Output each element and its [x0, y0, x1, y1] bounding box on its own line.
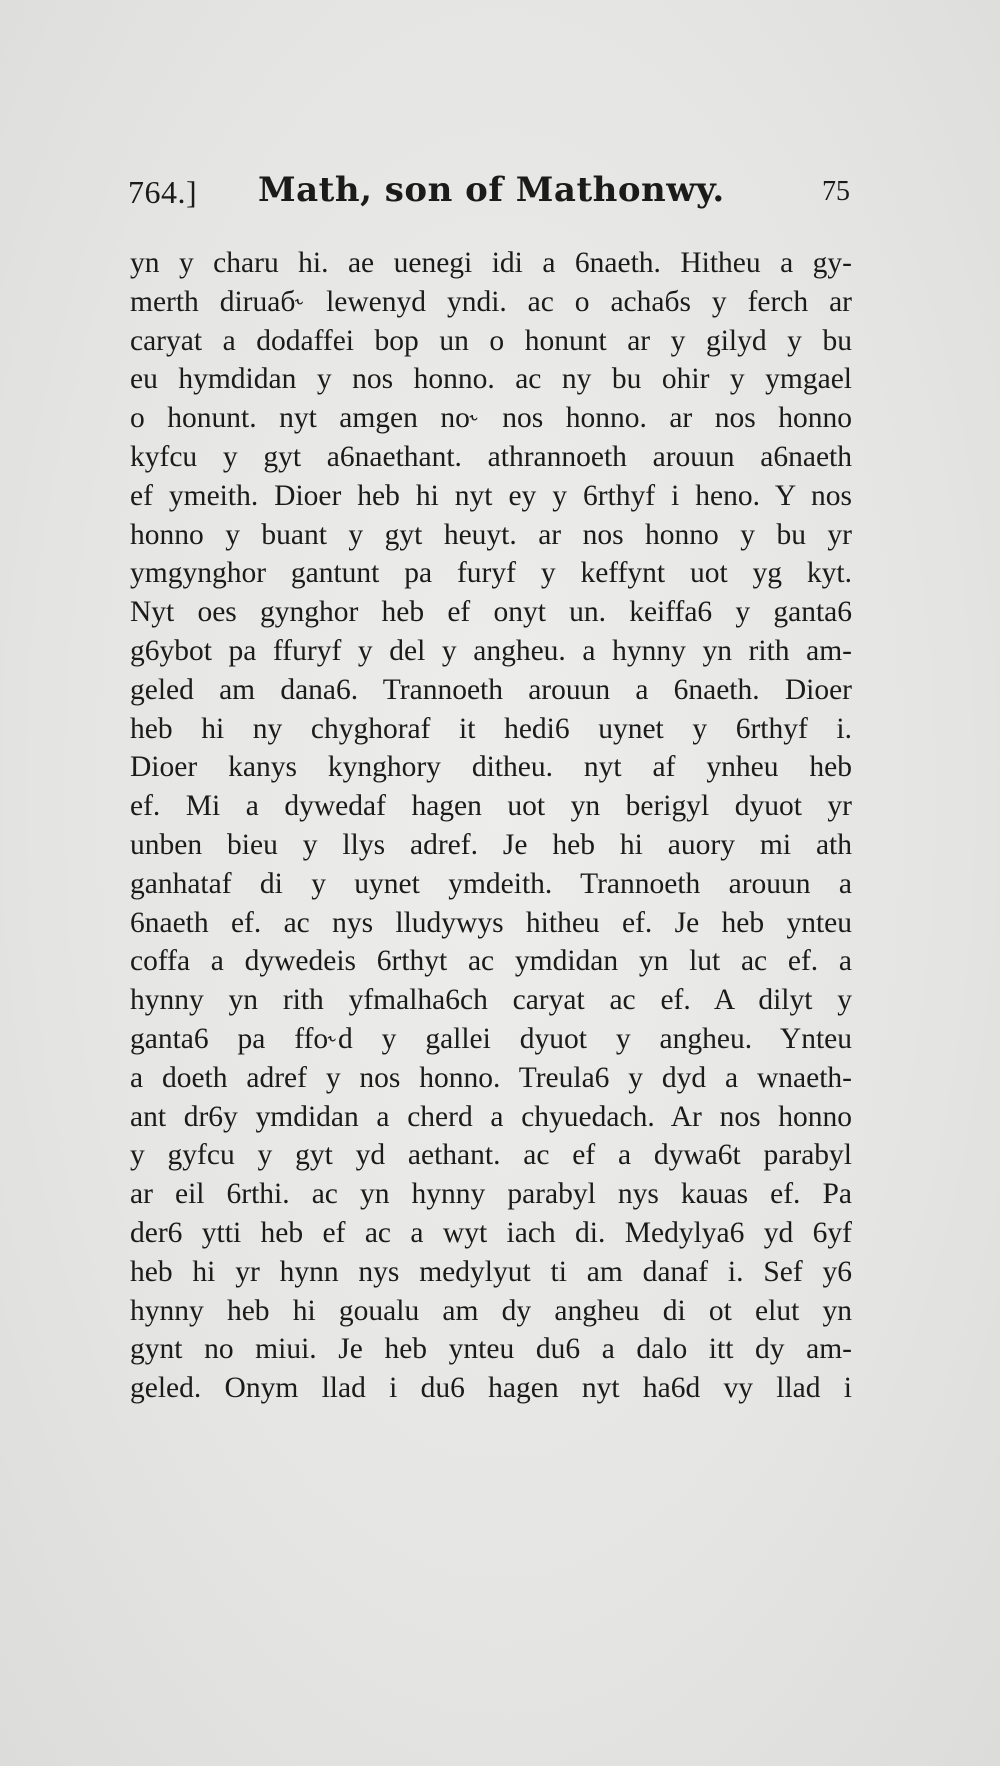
text-line: g6ybot pa ffuryf y del y angheu. a hynny yn rith am-: [130, 634, 852, 667]
page-number: 75: [822, 176, 850, 207]
text-line: ef ymeith. Dioer heb hi nyt ey y 6rthyf i heno. Y nos: [130, 479, 852, 512]
text-line: coffa a dywedeis 6rthyt ac ymdidan yn lut ac ef. a: [130, 945, 852, 978]
text-line: caryat a dodaffei bop un o honunt ar y gilyd y bu: [130, 324, 852, 357]
page-reference: 764.]: [128, 174, 198, 210]
text-line: yn y charu hi. ae uenegi idi a 6naeth. Hitheu a gy-: [130, 247, 852, 279]
text-line: Nyt oes gynghor heb ef onyt un. keiffa6 y ganta6: [130, 596, 852, 629]
text-line: ant dr6y ymdidan a cherd a chyuedach. Ar nos honno: [130, 1100, 852, 1133]
text-line: geled am dana6. Trannoeth arouun a 6naeth. Dioer: [130, 673, 852, 706]
text-line: ar eil 6rthi. ac yn hynny parabyl nys kauas ef. Pa: [130, 1178, 852, 1211]
text-line: Dioer kanys kynghory ditheu. nyt af ynheu heb: [130, 751, 852, 784]
text-line: ef. Mi a dywedaf hagen uot yn berigyl dyuot yr: [130, 790, 852, 823]
text-line: y gyfcu y gyt yd aethant. ac ef a dywa6t parabyl: [130, 1139, 852, 1172]
text-line: hynny yn rith yfmalha6ch caryat ac ef. A dilyt y: [130, 984, 852, 1017]
text-line: heb hi ny chyghoraf it hedi6 uynet y 6rthyf i.: [130, 712, 852, 745]
text-line: eu hymdidan y nos honno. ac ny bu ohir y ymgael: [130, 363, 852, 396]
text-line: merth diruaб˞ lewenyd yndi. ac o achaбs y ferch ar: [130, 285, 852, 318]
text-line: heb hi yr hynn nys medylyut ti am danaf i. Sef y6: [130, 1255, 852, 1288]
text-line: der6 ytti heb ef ac a wyt iach di. Medylya6 yd 6yf: [130, 1216, 852, 1249]
text-line: ymgynghor gantunt pa furyf y keffynt uot yg kyt.: [130, 557, 852, 590]
text-line: a doeth adref y nos honno. Treula6 y dyd a wnaeth-: [130, 1061, 852, 1094]
text-line: ganta6 pa ffo˞d y gallei dyuot y angheu. Ynteu: [130, 1022, 852, 1055]
text-line: honno y buant y gyt heuyt. ar nos honno y bu yr: [130, 518, 852, 551]
body-text: [130, 244, 852, 1408]
running-title: Math, son of Mathonwy.: [258, 170, 725, 210]
page-header: [128, 170, 850, 218]
text-line: hynny heb hi goualu am dy angheu di ot elut yn: [130, 1294, 852, 1327]
text-line: kyfcu y gyt a6naethant. athrannoeth arouun a6naeth: [130, 440, 852, 473]
text-line: geled. Onym llad i du6 hagen nyt ha6d vy llad i: [130, 1372, 852, 1405]
text-line: unben bieu y llys adref. Je heb hi auory mi ath: [130, 828, 852, 861]
text-line: o honunt. nyt amgen no˞ nos honno. ar nos honno: [130, 402, 852, 435]
text-line: 6naeth ef. ac nys lludywys hitheu ef. Je heb ynteu: [130, 906, 852, 939]
text-line: gynt no miui. Je heb ynteu du6 a dalo itt dy am-: [130, 1333, 852, 1366]
text-line: ganhataf di y uynet ymdeith. Trannoeth arouun a: [130, 867, 852, 900]
